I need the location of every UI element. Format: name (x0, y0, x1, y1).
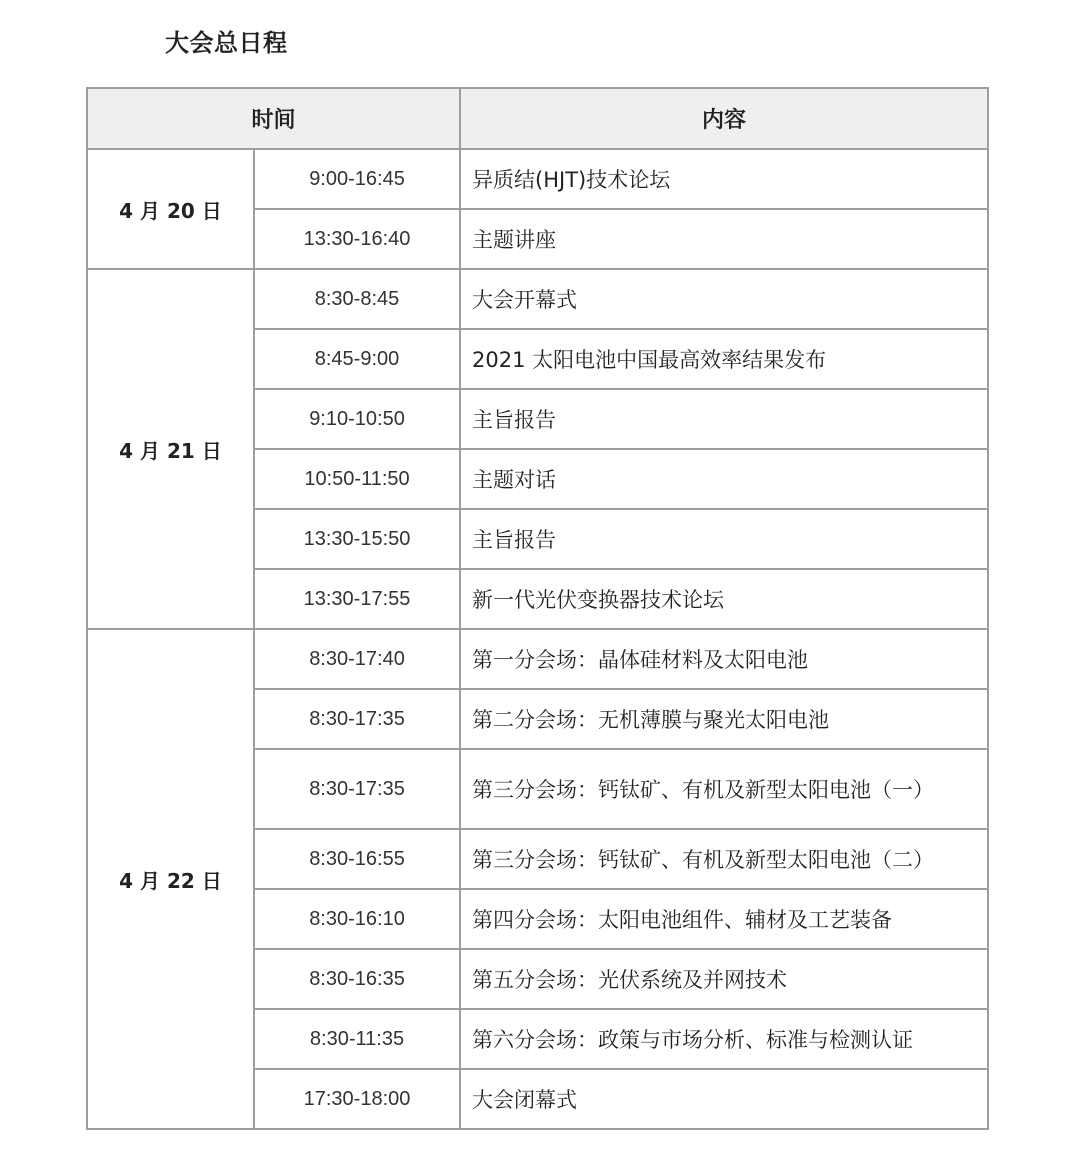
content-cell: 第二分会场：无机薄膜与聚光太阳电池 (460, 689, 988, 749)
header-row (87, 88, 988, 149)
time-cell: 8:30-17:35 (254, 749, 460, 829)
header-content: 内容 (460, 88, 988, 149)
time-cell: 13:30-17:55 (254, 569, 460, 629)
time-cell: 8:45-9:00 (254, 329, 460, 389)
content-cell: 大会闭幕式 (460, 1069, 988, 1129)
time-cell: 8:30-16:10 (254, 889, 460, 949)
time-cell: 9:10-10:50 (254, 389, 460, 449)
content-cell: 主题对话 (460, 449, 988, 509)
content-cell: 第五分会场：光伏系统及并网技术 (460, 949, 988, 1009)
content-cell: 2021 太阳电池中国最高效率结果发布 (460, 329, 988, 389)
header-time: 时间 (87, 88, 460, 149)
time-cell: 8:30-16:55 (254, 829, 460, 889)
schedule-table (86, 87, 989, 1130)
time-cell: 13:30-15:50 (254, 509, 460, 569)
content-cell: 新一代光伏变换器技术论坛 (460, 569, 988, 629)
content-cell: 第一分会场：晶体硅材料及太阳电池 (460, 629, 988, 689)
content-cell: 第三分会场：钙钛矿、有机及新型太阳电池（一） (460, 749, 988, 829)
content-cell: 第六分会场：政策与市场分析、标准与检测认证 (460, 1009, 988, 1069)
table-row (87, 629, 988, 689)
date-cell: 4 月 20 日 (87, 149, 254, 269)
page-title: 大会总日程 (165, 29, 288, 57)
time-cell: 13:30-16:40 (254, 209, 460, 269)
date-cell: 4 月 21 日 (87, 269, 254, 629)
time-cell: 8:30-8:45 (254, 269, 460, 329)
time-cell: 8:30-17:35 (254, 689, 460, 749)
content-cell: 第三分会场：钙钛矿、有机及新型太阳电池（二） (460, 829, 988, 889)
time-cell: 8:30-11:35 (254, 1009, 460, 1069)
time-cell: 10:50-11:50 (254, 449, 460, 509)
content-cell: 主旨报告 (460, 509, 988, 569)
content-cell: 主旨报告 (460, 389, 988, 449)
content-cell: 大会开幕式 (460, 269, 988, 329)
time-cell: 9:00-16:45 (254, 149, 460, 209)
content-cell: 异质结(HJT)技术论坛 (460, 149, 988, 209)
content-cell: 主题讲座 (460, 209, 988, 269)
table-row (87, 269, 988, 329)
content-cell: 第四分会场：太阳电池组件、辅材及工艺装备 (460, 889, 988, 949)
time-cell: 17:30-18:00 (254, 1069, 460, 1129)
date-cell: 4 月 22 日 (87, 629, 254, 1129)
time-cell: 8:30-17:40 (254, 629, 460, 689)
time-cell: 8:30-16:35 (254, 949, 460, 1009)
table-row (87, 149, 988, 209)
